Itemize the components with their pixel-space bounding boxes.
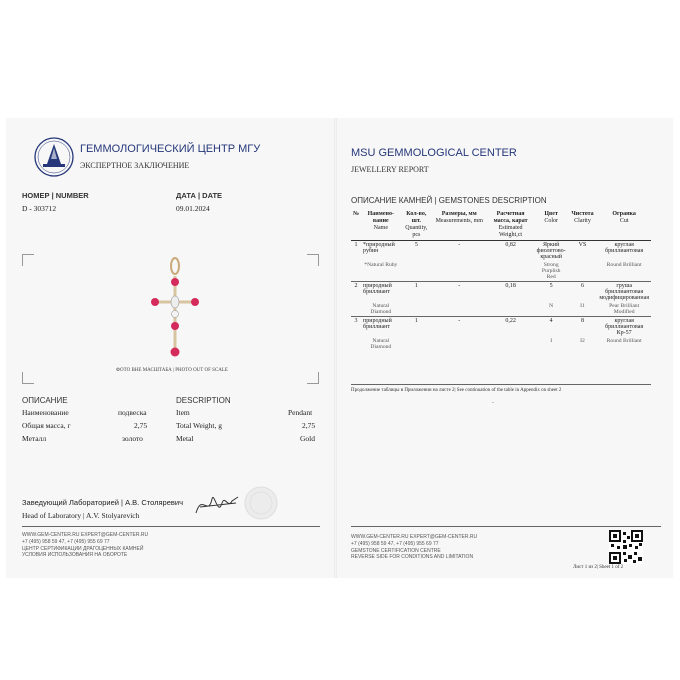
gem-measurements: - [432,316,486,337]
photo-caption: ФОТО ВНЕ МАСШТАБА | PHOTO OUT OF SCALE [116,368,228,373]
desc-ru-value: золото [122,434,143,443]
gem-quantity: 1 [401,281,432,302]
date-value: 09.01.2024 [176,204,210,213]
col-header-ru: Чистота [571,211,594,217]
gem-clarity-en [568,261,598,282]
col-header [486,210,534,240]
col-header [351,210,361,240]
gem-name-ru: природный бриллиант [361,281,401,302]
gem-color-ru: Яркий фиолетово-красный [536,241,566,260]
desc-en-label: Metal [176,434,194,443]
gem-weight: 0,82 [505,241,516,248]
description-title-en: DESCRIPTION [176,396,231,405]
gem-cut-ru: круглая бриллиантовая Кр-57 [597,316,651,337]
date-label: ДАТА | DATE [176,191,223,200]
footer-line: WWW.GEM-CENTER.RU EXPERT@GEM-CENTER.RU [22,532,149,538]
seal-icon [244,486,278,520]
org-title-en: MSU GEMMOLOGICAL CENTER [351,147,517,159]
col-header-en: Estimated Weight,ct [498,224,523,238]
gem-clarity-ru: VS [578,241,587,248]
footer-line: REVERSE SIDE FOR CONDITIONS AND LIMITATION [351,554,474,561]
col-header-en: Measurements, mm [435,217,483,224]
col-header-en: Clarity [574,217,591,224]
gem-clarity-ru: 8 [568,316,598,337]
gem-weight: 0,18 [486,281,534,302]
gem-clarity-ru: 6 [568,281,598,302]
gem-cut-ru: груша бриллиантовая модифицированная [599,282,649,301]
col-header [568,210,598,240]
row-number: 1 [354,241,358,248]
table-row-en [351,337,651,351]
row-number: 3 [351,316,361,337]
desc-en-label: Item [176,408,190,417]
gem-name-en: *Natural Ruby [364,261,398,268]
gem-cut-en: Round Brilliant [606,337,642,344]
gem-color-ru: 4 [535,316,568,337]
col-header [597,210,651,240]
col-header-ru: Размеры, мм [441,211,477,217]
col-header [401,210,432,240]
table-row-en [351,261,651,282]
table-row [351,281,651,302]
gem-cut-en: Pear Brilliant Modified [609,302,640,315]
col-header [432,210,486,240]
head-of-lab-ru: Заведующий Лабораторией | А.В. Столяревич [22,498,183,507]
gem-clarity-en: I2 [580,337,585,344]
photo-frame-corner [22,372,34,384]
footer-line: GEMSTONE CERTIFICATION CENTRE [351,547,441,554]
col-header-ru: № [353,211,360,217]
gem-cut-en: Round Brilliant [606,261,642,268]
gem-color-en: N [549,302,554,309]
gem-measurements: - [458,241,461,248]
desc-en-label: Total Weight, g [176,421,223,430]
gemstones-table [351,210,651,351]
sheet-number: Лист 1 из 2| Sheet 1 of 2 [573,565,624,570]
org-title-ru: ГЕММОЛОГИЧЕСКИЙ ЦЕНТР МГУ [80,143,261,155]
number-label: НОМЕР | NUMBER [22,191,89,200]
col-header-en: Color [544,217,558,224]
col-header-ru: Расчетная масса, карат [493,211,528,224]
qr-code-icon[interactable] [609,530,643,564]
gem-weight: 0,22 [486,316,534,337]
gem-measurements: - [432,281,486,302]
description-title-ru: ОПИСАНИЕ [22,396,68,405]
col-header-en: Cut [619,217,629,224]
col-header-en: Quantity, pcs [405,224,428,238]
footer-line: УСЛОВИЯ ИСПОЛЬЗОВАНИЯ НА ОБОРОТЕ [22,552,128,559]
photo-frame-corner [22,254,34,266]
col-header-ru: Наимено-вание [367,211,394,224]
desc-en-value: Gold [300,434,315,443]
photo-frame-corner [307,372,319,384]
gem-cut-ru: круглая бриллиантовая [605,241,644,254]
head-of-lab-en: Head of Laboratory | A.V. Stolyarevich [22,511,140,520]
desc-ru-label: Наименование [22,408,69,417]
msu-logo-icon [34,137,74,177]
gem-quantity: 5 [414,241,418,248]
signature [192,487,240,521]
desc-ru-label: Металл [22,434,47,443]
desc-ru-value: 2,75 [134,421,148,430]
photo-frame-corner [307,254,319,266]
gem-color-en: Strong Purplish Red [541,261,561,280]
report-subtitle-en: JEWELLERY REPORT [351,165,429,174]
gem-color-ru: 5 [535,281,568,302]
desc-en-value: 2,75 [302,421,316,430]
gem-color-en: I [550,337,553,344]
col-header-ru: Кол-во, шт. [406,211,427,224]
table-row [351,316,651,337]
col-header [535,210,568,240]
gem-name-en: Natural Diamond [370,302,392,315]
gem-name-en: Natural Diamond [370,337,392,350]
col-header-ru: Цвет [544,211,558,217]
footer-left [22,532,148,559]
desc-ru-label: Общая масса, г [22,421,71,430]
table-header-row [351,210,651,240]
pendant-photo [147,256,203,364]
gemstones-section-title: ОПИСАНИЕ КАМНЕЙ | GEMSTONES DESCRIPTION [351,196,547,205]
footer-line: WWW.GEM-CENTER.RU EXPERT@GEM-CENTER.RU [351,534,478,540]
dash-marker: - [492,401,494,406]
report-subtitle-ru: ЭКСПЕРТНОЕ ЗАКЛЮЧЕНИЕ [80,161,190,170]
gem-name-ru: *природный рубин [363,241,395,254]
gem-clarity-en: I1 [580,302,585,309]
footer-right [351,534,477,561]
gem-quantity: 1 [401,316,432,337]
col-header-en: Name [373,224,388,231]
row-number: 2 [351,281,361,302]
footer-line: +7 (495) 958 59 47, +7 (495) 955 69 77 [351,540,439,547]
desc-ru-value: подвеска [118,408,147,417]
right-sheet [337,118,673,578]
col-header-ru: Огранка [612,211,636,217]
footer-divider [22,526,320,527]
table-bottom-rule [351,384,651,385]
table-row-en [351,302,651,317]
table-row [351,240,651,261]
footer-divider [351,526,661,527]
left-sheet [6,118,335,578]
desc-en-value: Pendant [288,408,313,417]
number-value: D - 303712 [22,204,57,213]
col-header [361,210,401,240]
table-continuation-note: Продолжение таблицы в Приложении на листе 2| See continuation of the table in Appendix on sheet 2 [351,388,562,393]
footer-line: ЦЕНТР СЕРТИФИКАЦИИ ДРАГОЦЕННЫХ КАМНЕЙ [22,545,144,552]
footer-line: +7 (495) 958 59 47, +7 (495) 955 69 77 [22,538,110,545]
gem-name-ru: природный бриллиант [361,316,401,337]
